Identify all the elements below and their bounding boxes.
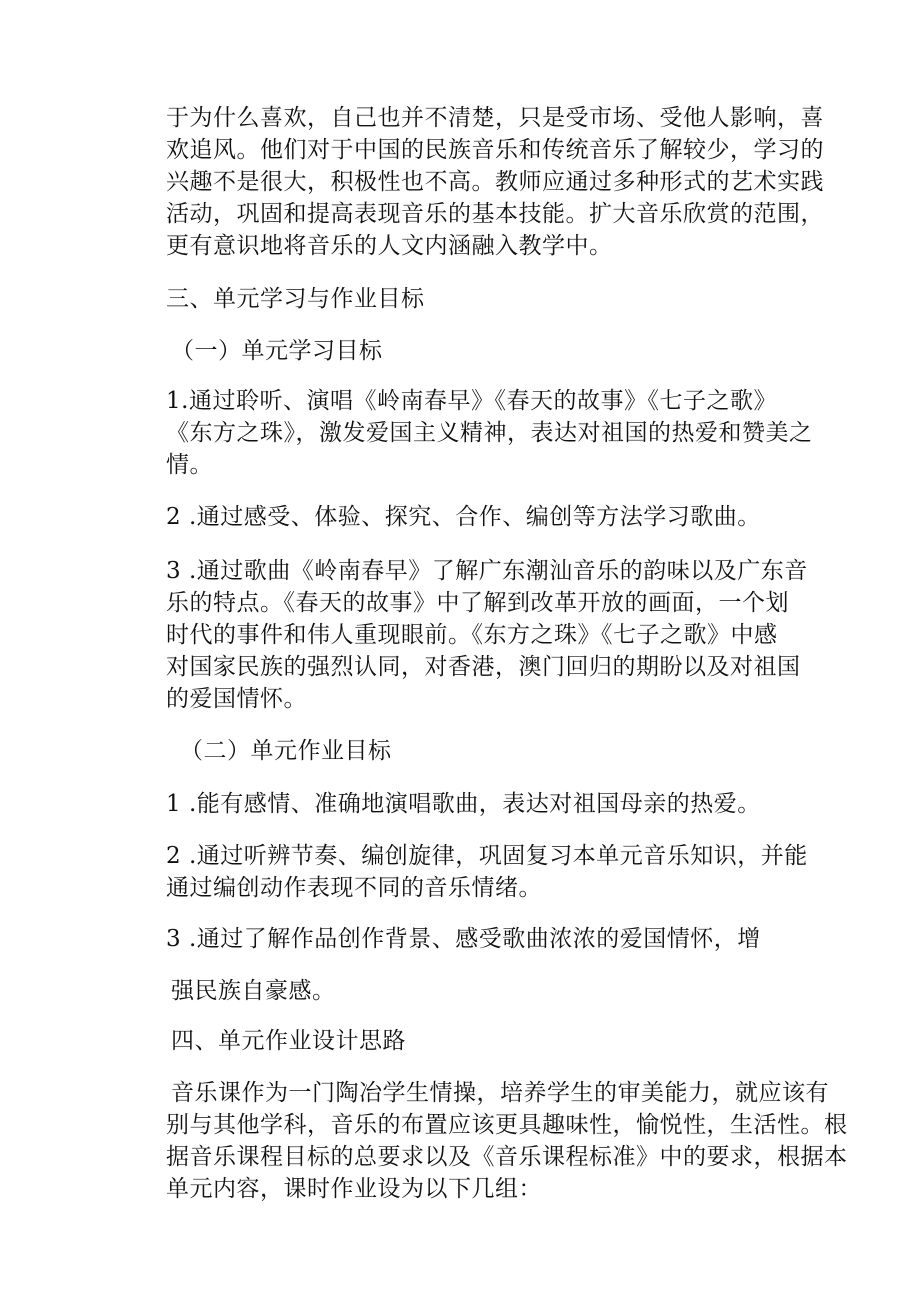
- text-line: 乐的特点。《春天的故事》中了解到改革开放的画面，一个划: [166, 590, 789, 616]
- text-line: 2 .通过听辨节奏、编创旋律，巩固复习本单元音乐知识，并能: [166, 843, 808, 869]
- text-line: 1 .能有感情、准确地演唱歌曲，表达对祖国母亲的热爱。: [166, 791, 761, 817]
- text-line: 的爱国情怀。: [166, 686, 307, 712]
- text-line: 更有意识地将音乐的人文内涵融入教学中。: [166, 233, 613, 259]
- text-line: 3 .通过了解作品创作背景、感受歌曲浓浓的爱国情怀，增: [166, 926, 761, 952]
- text-line: 据音乐课程目标的总要求以及《音乐课程标准》中的要求，根据本: [166, 1144, 848, 1170]
- subsection-heading-homework-goals: （二）单元作业目标: [180, 738, 392, 764]
- text-line: 1.通过聆听、演唱《岭南春早》《春天的故事》《七子之歌》: [166, 388, 777, 414]
- text-line: 强民族自豪感。: [171, 978, 336, 1004]
- text-line: 时代的事件和伟人重现眼前。《东方之珠》《七子之歌》中感: [166, 622, 778, 648]
- text-line: 情。: [166, 452, 213, 478]
- text-line: 对国家民族的强烈认同，对香港，澳门回归的期盼以及对祖国: [166, 654, 801, 680]
- text-line: 2 .通过感受、体验、探究、合作、编创等方法学习歌曲。: [166, 504, 761, 530]
- section-heading-3: 三、单元学习与作业目标: [166, 286, 425, 312]
- text-line: 于为什么喜欢，自己也并不清楚，只是受市场、受他人影响，喜: [166, 105, 824, 131]
- text-line: 活动，巩固和提高表现音乐的基本技能。扩大音乐欣赏的范围，: [166, 201, 824, 227]
- text-line: 欢追风。他们对于中国的民族音乐和传统音乐了解较少，学习的: [166, 137, 824, 163]
- subsection-heading-learning-goals: （一）单元学习目标: [171, 338, 383, 364]
- section-heading-4: 四、单元作业设计思路: [171, 1028, 406, 1054]
- text-line: 别与其他学科，音乐的布置应该更具趣味性，愉悦性，生活性。根: [166, 1112, 848, 1138]
- text-line: 《东方之珠》，激发爱国主义精神，表达对祖国的热爱和赞美之: [166, 420, 813, 446]
- text-line: 兴趣不是很大，积极性也不高。教师应通过多种形式的艺术实践: [166, 169, 824, 195]
- text-line: 单元内容，课时作业设为以下几组：: [166, 1176, 542, 1202]
- text-line: 3 .通过歌曲《岭南春早》了解广东潮汕音乐的韵味以及广东音: [166, 558, 808, 584]
- text-line: 音乐课作为一门陶冶学生情操，培养学生的审美能力，就应该有: [171, 1080, 829, 1106]
- text-line: 通过编创动作表现不同的音乐情绪。: [166, 875, 542, 901]
